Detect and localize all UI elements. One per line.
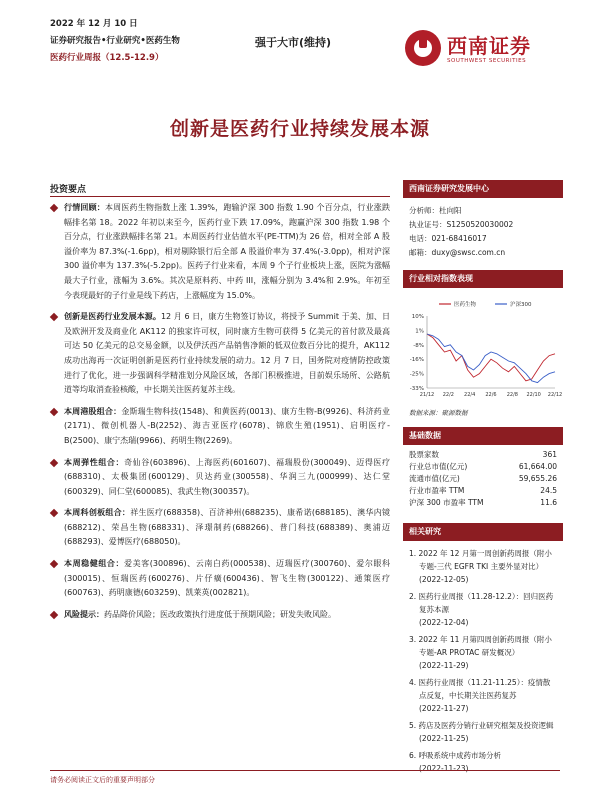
related-research-text: 3. 2022 年 11 月第四周创新药周报（附小专题-AR PROTAC 研发概况） bbox=[409, 635, 552, 657]
analyst-phone: 电话：021-68416017 bbox=[409, 234, 487, 243]
basic-data-title: 基础数据 bbox=[403, 427, 563, 445]
y-tick-label: -8% bbox=[413, 342, 424, 349]
basic-data-label: 行业市盈率 TTM bbox=[409, 486, 465, 495]
logo-name-cn: 西南证券 bbox=[447, 34, 531, 58]
x-tick-label: 22/6 bbox=[485, 392, 497, 398]
basic-data-label: 流通市值(亿元) bbox=[409, 474, 460, 483]
related-research-item[interactable] bbox=[409, 633, 557, 672]
report-date: 2022 年 12 月 10 日 bbox=[50, 19, 138, 29]
keypoint-item bbox=[50, 201, 390, 303]
series-line-1 bbox=[427, 334, 555, 383]
related-research-date: (2022-11-25) bbox=[419, 734, 469, 743]
related-research-date: (2022-12-04) bbox=[419, 618, 469, 627]
keypoint-text: 祥生医疗(688358)、百济神州(688235)、康希诺(688185)、澳华内镜(688212)、荣昌生物(688331)、泽璟制药(688266)、普门科技(688389)、奥浦迈(688293)、爱博医疗(688050)。 bbox=[64, 508, 390, 547]
basic-data-row bbox=[403, 473, 563, 485]
basic-data-row bbox=[403, 449, 563, 461]
analyst-name: 分析师：杜向阳 bbox=[409, 206, 462, 215]
keypoint-heading: 本周稳健组合： bbox=[64, 559, 125, 569]
related-research-item[interactable] bbox=[409, 676, 557, 715]
x-tick-label: 22/10 bbox=[526, 392, 541, 398]
report-title: 创新是医药行业持续发展本源 bbox=[169, 118, 430, 140]
basic-data-value: 11.6 bbox=[540, 498, 557, 507]
keypoint-text: 药品降价风险；医改政策执行进度低于预期风险；研发失败风险。 bbox=[104, 609, 336, 619]
relative-index-chart bbox=[403, 294, 563, 404]
keypoint-text: 12 月 6 日，康方生物签订协议，将授予 Summit 于美、加、日及欧洲开发及商业化 AK112 的独家许可权，同时康方生物可获得 5 亿美元的首付款及最高可达 50 亿美元的总交易金额，以及伊沃西产品销售净额的低双位数百分比的提升，AK112 成功出海再一次证明创新是医药行业持续发展的动力。12 月 7 日，国务院对疫情防控政策进行了优化，进一步强调科学精准划分风险区域，各部门积极推进，目前娱乐场所、公路航道等均取消查验核酸，中长期关注医药复苏主线。 bbox=[64, 312, 391, 395]
legend-label: 沪深300 bbox=[510, 302, 532, 308]
basic-data-value: 59,655.26 bbox=[518, 474, 557, 483]
keypoint-text: 本周医药生物指数上涨 1.39%，跑输沪深 300 指数 1.90 个百分点，行业涨跌幅排名第 18。2022 年初以来至今，医药行业下跌 17.09%，跑赢沪深 300 指数 1.98 个百分点，行业涨跌幅排名第 21。本周医药行业估值水平(PE-TTM)为 26 倍，相对全部 A 股溢价率为 87.3%(-1.6pp)，相对剔除银行后全部 A 股溢价率为 37.4%(-3.0pp)，相对沪深 300 溢价率为 137.3%(-5.2pp)。医药子行业来看，本周 9 个子行业板块上涨，医院为涨幅最大子行业，涨幅为 3.6%。其次是原料药、中药 III，涨幅分别为 3.4%和 2.9%。年初至今表现最好的子行业是线下药店，上涨幅度为 15.0%。 bbox=[64, 203, 391, 300]
footer-disclaimer: 请务必阅读正文后的重要声明部分 bbox=[50, 770, 560, 785]
related-research-date: (2022-12-05) bbox=[419, 575, 469, 584]
basic-data-row bbox=[403, 461, 563, 473]
related-research-title: 相关研究 bbox=[403, 523, 563, 541]
keypoint-text: 爱美客(300896)、云南白药(000538)、迈瑞医疗(300760)、爱尔眼科(300015)、恒瑞医药(600276)、片仔癀(600436)、智飞生物(300122)、通策医疗(600763)、药明康德(603259)、凯莱英(002821)。 bbox=[64, 559, 391, 598]
company-logo bbox=[405, 26, 555, 72]
keypoint-item bbox=[50, 310, 390, 398]
x-tick-label: 22/8 bbox=[506, 392, 518, 398]
basic-data-value: 361 bbox=[542, 450, 557, 459]
sidebar bbox=[403, 180, 563, 779]
research-center-title: 西南证券研究发展中心 bbox=[403, 180, 563, 198]
related-research-date: (2022-11-23) bbox=[419, 764, 469, 773]
keypoint-heading: 行情回顾： bbox=[64, 203, 105, 212]
related-research-item[interactable] bbox=[409, 590, 557, 629]
keypoints-label: 投资要点 bbox=[50, 185, 87, 195]
x-tick-label: 22/12 bbox=[547, 392, 563, 398]
rating: 强于大市(维持) bbox=[255, 36, 332, 49]
related-research-date: (2022-11-29) bbox=[419, 661, 469, 670]
related-research-list bbox=[403, 541, 563, 775]
basic-data-table bbox=[403, 449, 563, 509]
keypoint-item bbox=[50, 405, 390, 449]
series-line-0 bbox=[427, 334, 555, 381]
keypoint-heading: 本周弹性组合： bbox=[64, 457, 125, 467]
basic-data-label: 沪深 300 市盈率 TTM bbox=[409, 498, 484, 507]
keypoints-list bbox=[50, 196, 390, 629]
y-tick-label: 10% bbox=[411, 314, 424, 320]
keypoint-item bbox=[50, 506, 390, 550]
y-tick-label: -16% bbox=[409, 357, 424, 364]
x-tick-label: 22/4 bbox=[464, 392, 476, 398]
report-header bbox=[50, 16, 180, 67]
logo-name-en: SOUTHWEST SECURITIES bbox=[447, 58, 527, 64]
related-research-text: 4. 医药行业周报（11.21-11.25）：疫情散点反复，中长期关注医药复苏 bbox=[409, 678, 551, 700]
related-research-text: 5. 药店及医药分销行业研究框架及投资逻辑 bbox=[409, 721, 554, 730]
logo-emblem-icon bbox=[405, 30, 441, 66]
related-research-item[interactable] bbox=[409, 719, 557, 745]
related-research-date: (2022-11-27) bbox=[419, 704, 469, 713]
keypoint-item bbox=[50, 608, 390, 623]
related-research-item[interactable] bbox=[409, 547, 557, 586]
y-tick-label: -33% bbox=[409, 386, 424, 392]
keypoint-heading: 创新是医药行业发展本源。 bbox=[64, 312, 161, 322]
analyst-license: 执业证号：S1250520030002 bbox=[409, 220, 514, 229]
chart-svg bbox=[403, 294, 563, 404]
report-category: 证券研究报告•行业研究•医药生物 bbox=[50, 36, 180, 46]
keypoint-heading: 本周港股组合： bbox=[64, 406, 122, 416]
y-tick-label: -25% bbox=[409, 371, 424, 378]
keypoint-heading: 风险提示： bbox=[64, 609, 104, 619]
x-tick-label: 22/2 bbox=[442, 392, 454, 398]
keypoint-item bbox=[50, 557, 390, 601]
x-tick-label: 21/12 bbox=[419, 392, 435, 398]
analyst-info bbox=[403, 198, 563, 260]
related-research-text: 1. 2022 年 12 月第一周创新药周报（附小专题-三代 EGFR TKI 主要外显对比） bbox=[409, 549, 552, 571]
keypoint-text: 金斯瑞生物科技(1548)、和黄医药(0013)、康方生物-B(9926)、科济药业(2171)、微创机器人-B(2252)、海吉亚医疗(6078)、锦欣生殖(1951)、启明医疗-B(2500)、康宁杰瑞(9966)、药明生物(2269)。 bbox=[64, 406, 390, 445]
basic-data-label: 股票家数 bbox=[409, 450, 439, 459]
basic-data-value: 61,664.00 bbox=[518, 462, 557, 471]
keypoint-heading: 本周科创板组合： bbox=[64, 508, 131, 518]
related-research-text: 2. 医药行业周报（11.28-12.2）：回归医药复苏本源 bbox=[409, 592, 554, 614]
chart-section-title: 行业相对指数表现 bbox=[403, 270, 563, 288]
y-tick-label: 1% bbox=[415, 328, 424, 335]
keypoint-item bbox=[50, 456, 390, 500]
keypoint-text: 奇仙谷(603896)、上海医药(601607)、福瑞股份(300049)、迈得医疗(688310)、太极集团(600129)、贝达药业(300558)、华润三九(000999)、达仁堂(600329)、同仁堂(600085)、我武生物(300357)。 bbox=[64, 457, 391, 496]
related-research-text: 6. 呼吸系统中成药市场分析 bbox=[409, 751, 502, 760]
analyst-email[interactable]: 邮箱：duxy@swsc.com.cn bbox=[409, 248, 506, 257]
basic-data-label: 行业总市值(亿元) bbox=[409, 462, 468, 471]
chart-source: 数据来源：聚源数据 bbox=[409, 409, 468, 417]
legend-label: 医药生物 bbox=[454, 302, 477, 308]
basic-data-row bbox=[403, 485, 563, 497]
basic-data-value: 24.5 bbox=[540, 486, 557, 495]
basic-data-row bbox=[403, 497, 563, 509]
report-type: 医药行业周报（12.5-12.9） bbox=[50, 53, 164, 63]
